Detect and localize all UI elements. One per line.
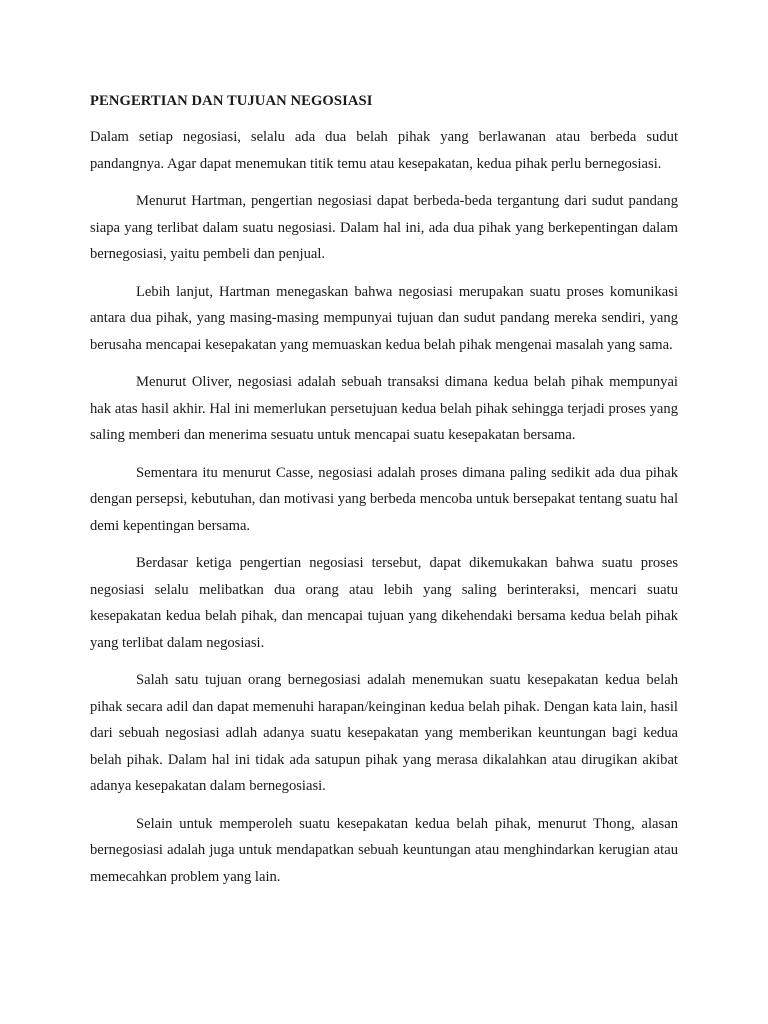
document-body (90, 89, 678, 901)
paragraph-hartman-definition: Menurut Hartman, pengertian negosiasi dapat berbeda-beda tergantung dari sudut pandang siapa yang terlibat dalam suatu negosiasi. Dalam hal ini, ada dua pihak yang berkepentingan dalam bernegosiasi, yaitu pembeli dan penjual. (90, 193, 678, 262)
paragraph-thong: Selain untuk memperoleh suatu kesepakatan kedua belah pihak, menurut Thong, alasan bernegosiasi adalah juga untuk mendapatkan sebuah keuntungan atau menghindarkan kerugian atau memecahkan problem yang lain. (90, 815, 678, 885)
paragraph-intro: Dalam setiap negosiasi, selalu ada dua belah pihak yang berlawanan atau berbeda sudut pandangnya. Agar dapat menemukan titik temu atau kesepakatan, kedua pihak perlu bernegosiasi. (90, 129, 678, 172)
paragraph-hartman-process: Lebih lanjut, Hartman menegaskan bahwa negosiasi merupakan suatu proses komunikasi antara dua pihak, yang masing-masing mempunyai tujuan dan sudut pandang mereka sendiri, yang berusaha mencapai kesepakatan yang memuaskan kedua belah pihak mengenai masalah yang sama. (90, 283, 678, 353)
paragraph-oliver: Menurut Oliver, negosiasi adalah sebuah transaksi dimana kedua belah pihak mempunyai hak atas hasil akhir. Hal ini memerlukan persetujuan kedua belah pihak sehingga terjadi proses yang saling memberi dan menerima sesuatu untuk mencapai suatu kesepakatan bersama. (90, 374, 678, 443)
document-title: PENGERTIAN DAN TUJUAN NEGOSIASI (90, 93, 373, 109)
paragraph-conclusion: Berdasar ketiga pengertian negosiasi tersebut, dapat dikemukakan bahwa suatu proses negosiasi selalu melibatkan dua orang atau lebih yang saling berinteraksi, mencari suatu kesepakatan kedua belah pihak, dan mencapai tujuan yang dikehendaki bersama kedua belah pihak yang terlibat dalam negosiasi. (90, 555, 678, 651)
paragraph-purpose: Salah satu tujuan orang bernegosiasi adalah menemukan suatu kesepakatan kedua belah pihak secara adil dan dapat memenuhi harapan/keinginan kedua belah pihak. Dengan kata lain, hasil dari sebuah negosiasi adlah adanya suatu kesepakatan yang memberikan keuntungan bagi kedua belah pihak. Dalam hal ini tidak ada satupun pihak yang merasa dikalahkan atau dirugikan akibat adanya kesepakatan dalam bernegosiasi. (90, 672, 678, 794)
paragraph-casse: Sementara itu menurut Casse, negosiasi adalah proses dimana paling sedikit ada dua pihak dengan persepsi, kebutuhan, dan motivasi yang berbeda mencoba untuk bersepakat tentang suatu hal demi kepentingan bersama. (90, 464, 678, 534)
